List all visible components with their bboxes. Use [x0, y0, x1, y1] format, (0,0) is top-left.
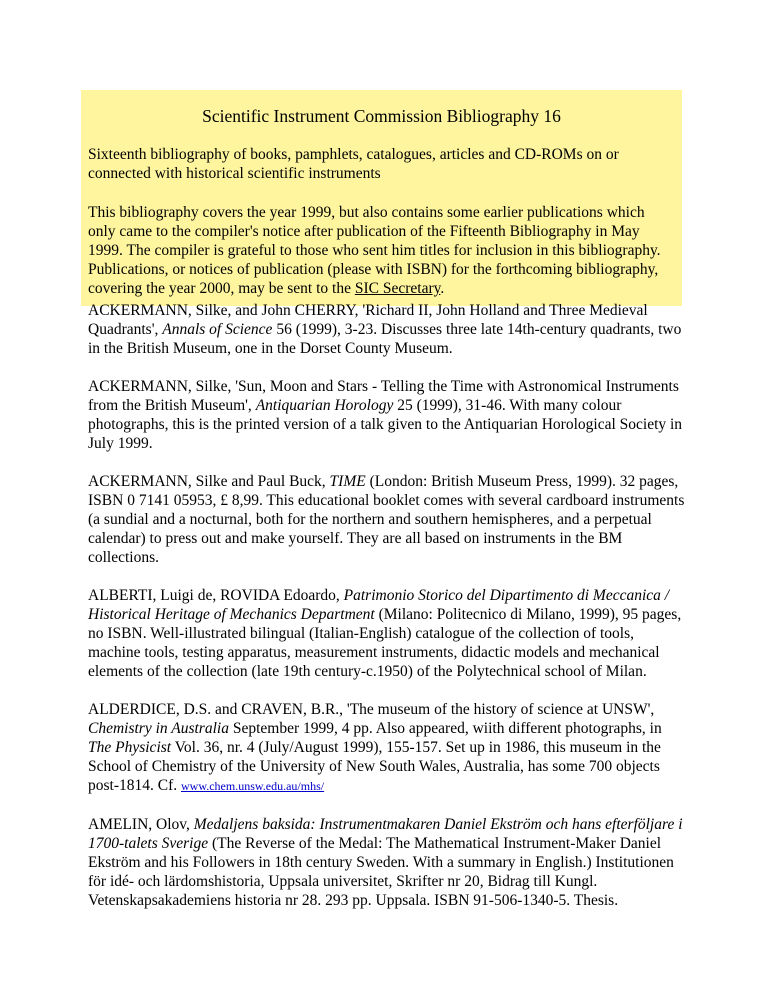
entry-italic-title: Chemistry in Australia [88, 720, 229, 737]
entry-text: AMELIN, Olov, [88, 816, 194, 833]
page-subtitle: Sixteenth bibliography of books, pamphlets, catalogues, articles and CD-ROMs on or connected with historical scientific instruments [88, 146, 619, 182]
entry-italic-title: TIME [329, 473, 366, 490]
entry-text: (Milano: Politecnico di Milano, 1999), 95 pages, no ISBN. Well-illustrated bilingual (Italian-English) catalogue of the collection of tools, machine tools, testing apparatus, measurement instruments, didactic models and mechanical elements of the collection (late 19th century-c.1950) of the Polytechnical school of Milan. [88, 606, 682, 680]
entry-text: ACKERMANN, Silke and Paul Buck, [88, 473, 330, 490]
entry-text: ALBERTI, Luigi de, ROVIDA Edoardo, [88, 587, 344, 604]
bibliography-entry [88, 700, 688, 796]
bibliography-entry [88, 815, 688, 910]
entry-text: (London: British Museum Press, 1999). 32 pages, ISBN 0 7141 05953, £ 8,99. This educational booklet comes with several cardboard instruments (a sundial and a nocturnal, both for the northern and southern hemispheres, and a perpetual calendar) to press out and make yourself. They are all based on instruments in the BM collections. [88, 473, 685, 566]
intro-text: This bibliography covers the year 1999, but also contains some earlier publications which only came to the compiler's notice after publication of the Fifteenth Bibliography in May 1999. The compiler is grateful to those who sent him titles for inclusion in this bibliography. Publications, or notices of publication (please with ISBN) for the forthcoming bibliography, covering the year 2000, may be sent to the [88, 204, 661, 297]
entry-text: (The Reverse of the Medal: The Mathematical Instrument-Maker Daniel Ekström and his Followers in 18th century Sweden. With a summary in English.) Institutionen för idé- och lärdomshistoria, Uppsala universitet, Skrifter nr 20, Bidrag till Kungl. Vetenskapsakademiens historia nr 28. 293 pp. Uppsala. ISBN 91-506-1340-5. Thesis. [88, 835, 674, 909]
entry-italic-title: The Physicist [88, 739, 172, 756]
entry-italic-title: Medaljens baksida: Instrumentmakaren Daniel Ekström och hans efterföljare i 1700-talets Sverige [88, 816, 683, 852]
entry-text: ACKERMANN, Silke, 'Sun, Moon and Stars - Telling the Time with Astronomical Instruments from the British Museum', [88, 378, 679, 414]
museum-url-link[interactable]: www.chem.unsw.edu.au/mhs/ [181, 779, 325, 793]
entry-italic-title: Patrimonio Storico del Dipartimento di Meccanica / Historical Heritage of Mechanics Department [88, 587, 670, 623]
intro-end: . [440, 280, 445, 297]
header-box [81, 90, 682, 306]
bibliography-entry [88, 586, 688, 681]
bibliography-entry [88, 472, 688, 567]
entry-italic-title: Antiquarian Horology [255, 397, 394, 414]
entry-text: Vol. 36, nr. 4 (July/August 1999), 155-157. Set up in 1986, this museum in the School of Chemistry of the University of New South Wales, Australia, has some 700 objects post-1814. Cf. [88, 739, 661, 794]
entry-text: 56 (1999), 3-23. Discusses three late 14th-century quadrants, two in the British Museum, one in the Dorset County Museum. [88, 321, 682, 357]
entry-text: September 1999, 4 pp. Also appeared, wiith different photographs, in [228, 720, 662, 737]
bibliography-entry [88, 377, 688, 453]
page-title: Scientific Instrument Commission Bibliography 16 [202, 106, 561, 126]
bibliography-entry [88, 301, 688, 358]
entry-text: ALDERDICE, D.S. and CRAVEN, B.R., 'The museum of the history of science at UNSW', [88, 701, 655, 718]
intro-paragraph [88, 203, 675, 298]
sic-secretary-link[interactable]: SIC Secretary [354, 280, 441, 297]
entry-text: 25 (1999), 31-46. With many colour photographs, this is the printed version of a talk given to the Antiquarian Horological Society in July 1999. [88, 397, 683, 452]
bibliography-list [88, 301, 688, 929]
entry-italic-title: Annals of Science [162, 321, 273, 338]
entry-text: ACKERMANN, Silke, and John CHERRY, 'Richard II, John Holland and Three Medieval Quadrants', [88, 302, 648, 338]
